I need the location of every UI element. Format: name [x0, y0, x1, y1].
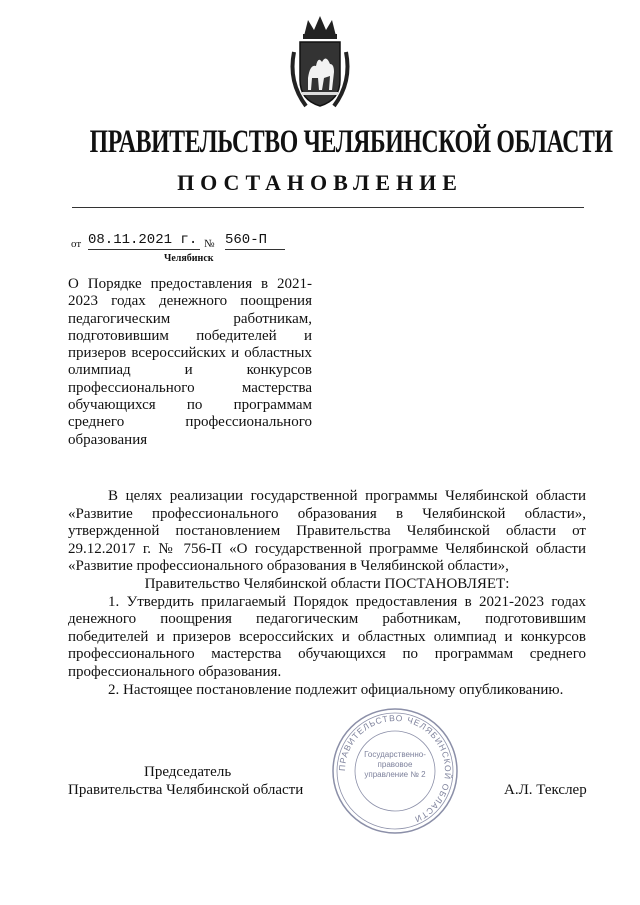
subject-line: обучающихся по программам — [68, 397, 312, 414]
preamble-paragraph: В целях реализации государственной программы Челябинской области «Развитие профессионального образования в Челябинской области», утвержденной постановлением Правительства Челябинской области от 29.12.2017 г. № 756-П «О государственной программе Челябинской области «Развитие профессионального образования в Челябинской области», — [68, 488, 586, 575]
document-date: 08.11.2021 г. — [88, 232, 200, 250]
date-prefix: от — [71, 238, 82, 250]
number-prefix: № — [204, 238, 215, 250]
city-label: Челябинск — [164, 253, 214, 264]
signer-name: А.Л. Текслер — [504, 782, 587, 798]
government-title: ПРАВИТЕЛЬСТВО ЧЕЛЯБИНСКОЙ ОБЛАСТИ — [89, 124, 613, 160]
subject-line: О Порядке предоставления в 2021- — [68, 276, 312, 292]
document-number: 560-П — [225, 232, 285, 250]
coat-of-arms-icon — [284, 12, 356, 112]
item-2-paragraph: 2. Настоящее постановление подлежит официальному опубликованию. — [108, 681, 564, 698]
official-seal-stamp-icon — [330, 706, 460, 836]
signer-position-line2: Правительства Челябинской области — [68, 782, 304, 798]
subject-line: профессионального мастерства — [68, 379, 312, 396]
subject-line: образования — [68, 431, 148, 448]
header-divider — [72, 207, 584, 208]
subject-line: среднего профессионального — [68, 414, 312, 431]
subject-line: педагогическим работникам, — [68, 310, 312, 327]
signer-position-line1: Председатель — [144, 764, 232, 780]
stamp-ring-text: ПРАВИТЕЛЬСТВО ЧЕЛЯБИНСКОЙ ОБЛАСТИ — [336, 712, 454, 825]
item-1-paragraph: 1. Утвердить прилагаемый Порядок предоставления в 2021-2023 годах денежного поощрения педагогическим работникам, подготовившим победителей и призеров всероссийских и областных олимпиад и конкурсов профессионального мастерства обучающихся по программам среднего профессионального образования. — [68, 593, 586, 680]
resolves-line: Правительство Челябинской области ПОСТАНОВЛЯЕТ: — [144, 575, 510, 592]
document-body — [68, 488, 586, 699]
subject-line: подготовившим победителей и — [68, 327, 312, 344]
subject-line: призеров всероссийских и областных — [68, 345, 312, 362]
document-type: ПОСТАНОВЛЕНИЕ — [177, 170, 463, 195]
document-subject — [68, 276, 312, 449]
stamp-center-text: Государственно-правовое управление № 2 — [364, 750, 426, 779]
subject-line: 2023 годах денежного поощрения — [68, 293, 312, 310]
subject-line: олимпиад и конкурсов — [68, 362, 312, 379]
